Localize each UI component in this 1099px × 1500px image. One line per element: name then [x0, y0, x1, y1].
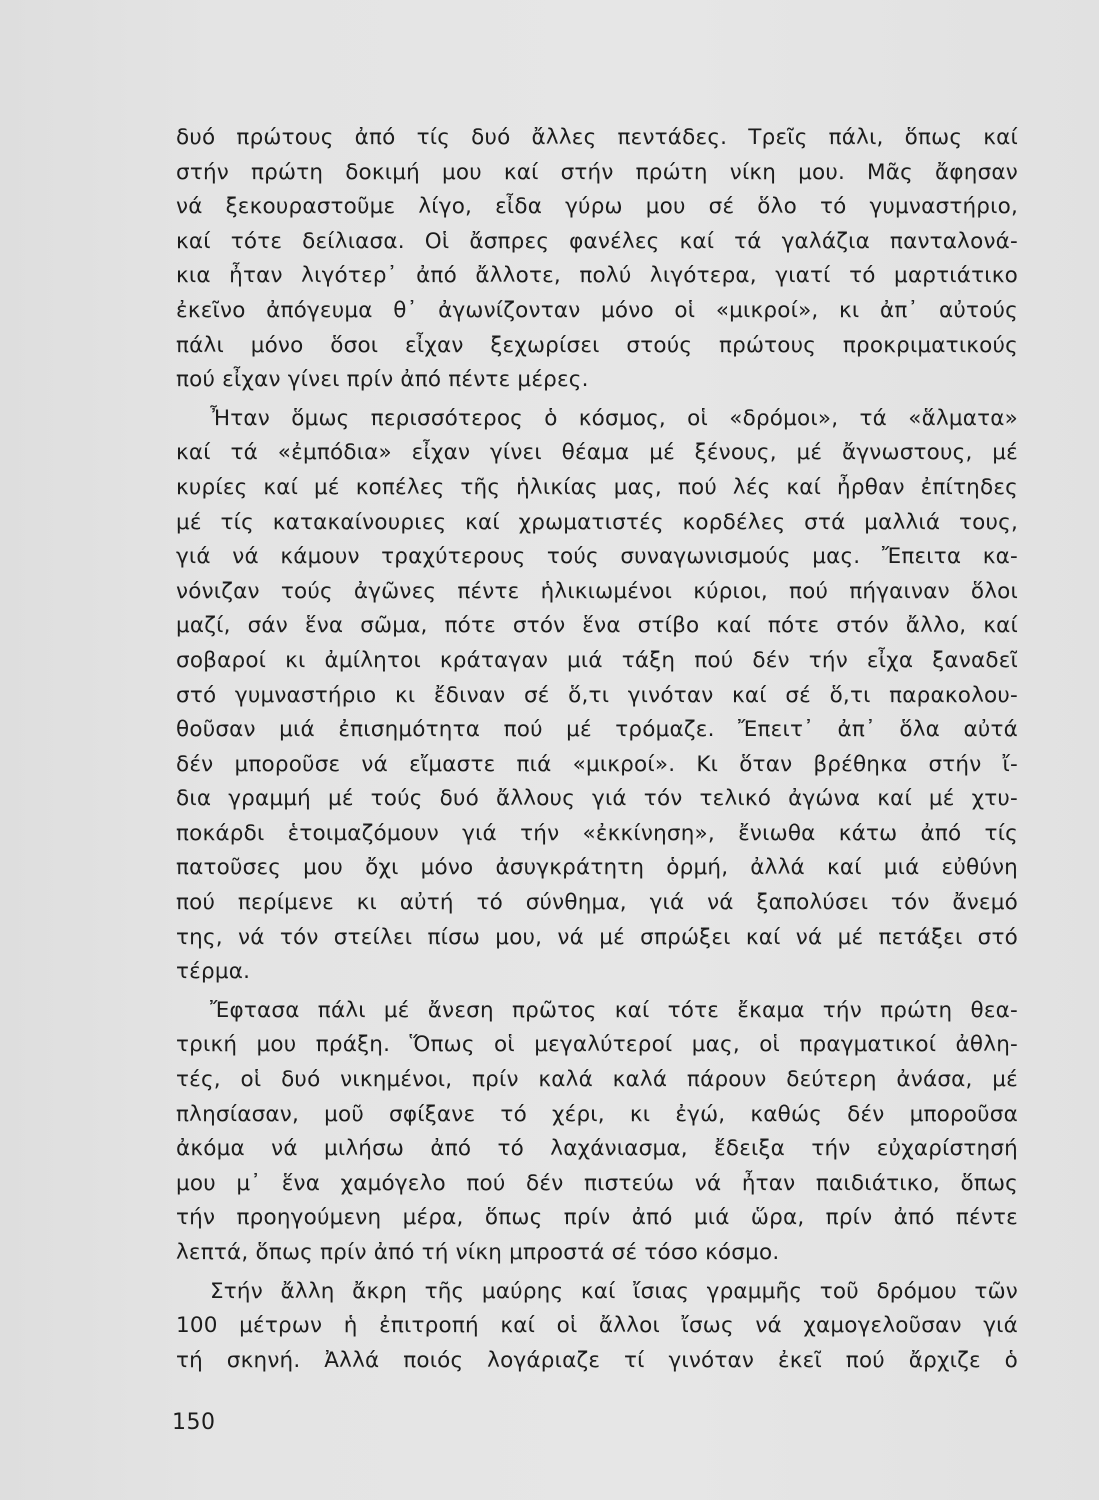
paragraph: [176, 994, 1018, 1271]
text-line: Ἦταν ὅμως περισσότερος ὁ κόσμος, οἱ «δρόμοι», τά «ἅλματα»: [210, 405, 1018, 431]
text-line: νά ξεκουραστοῦμε λίγο, εἶδα γύρω μου σέ ὅλο τό γυμναστήριο,: [176, 194, 1018, 220]
page-number: 150: [172, 1410, 216, 1435]
text-line: πού εἶχαν γίνει πρίν ἀπό πέντε μέρες.: [176, 367, 589, 393]
text-line: καί τά «ἐμπόδια» εἶχαν γίνει θέαμα μέ ξένους, μέ ἄγνωστους, μέ: [176, 440, 1018, 466]
text-line: δια γραμμή μέ τούς δυό ἄλλους γιά τόν τελικό ἀγώνα καί μέ χτυ-: [176, 786, 1018, 812]
text-line: πλησίασαν, μοῦ σφίξανε τό χέρι, κι ἐγώ, καθώς δέν μποροῦσα: [176, 1101, 1018, 1127]
text-line: πατοῦσες μου ὄχι μόνο ἀσυγκράτητη ὁρμή, ἀλλά καί μιά εὐθύνη: [176, 855, 1018, 881]
text-line: πού περίμενε κι αὐτή τό σύνθημα, γιά νά ξαπολύσει τόν ἄνεμό: [176, 890, 1018, 916]
text-line: ποκάρδι ἑτοιμαζόμουν γιά τήν «ἐκκίνηση», ἔνιωθα κάτω ἀπό τίς: [176, 820, 1018, 846]
text-line: κυρίες καί μέ κοπέλες τῆς ἡλικίας μας, πού λές καί ἦρθαν ἐπίτηδες: [176, 474, 1018, 500]
text-line: μαζί, σάν ἕνα σῶμα, πότε στόν ἕνα στίβο καί πότε στόν ἄλλο, καί: [176, 613, 1018, 639]
paragraph: [176, 121, 1018, 398]
text-line: στήν πρώτη δοκιμή μου καί στήν πρώτη νίκη μου. Μᾶς ἄφησαν: [176, 159, 1018, 185]
paragraph: [176, 1275, 1018, 1379]
text-line: της, νά τόν στείλει πίσω μου, νά μέ σπρώξει καί νά μέ πετάξει στό: [176, 924, 1018, 950]
text-line: τές, οἱ δυό νικημένοι, πρίν καλά καλά πάρουν δεύτερη ἀνάσα, μέ: [176, 1067, 1018, 1093]
text-line: δυό πρώτους ἀπό τίς δυό ἄλλες πεντάδες. Τρεῖς πάλι, ὅπως καί: [176, 125, 1018, 150]
text-line: Ἔφτασα πάλι μέ ἄνεση πρῶτος καί τότε ἔκαμα τήν πρώτη θεα-: [210, 997, 1018, 1023]
text-line: στό γυμναστήριο κι ἔδιναν σέ ὅ,τι γινόταν καί σέ ὅ,τι παρακολου-: [176, 682, 1018, 708]
text-line: ἀκόμα νά μιλήσω ἀπό τό λαχάνιασμα, ἔδειξα τήν εὐχαρίστησή: [176, 1136, 1018, 1162]
text-line: σοβαροί κι ἀμίλητοι κράταγαν μιά τάξη πού δέν τήν εἶχα ξαναδεῖ: [176, 647, 1018, 673]
body-text: [176, 121, 1018, 1378]
text-line: καί τότε δείλιασα. Οἱ ἄσπρες φανέλες καί τά γαλάζια πανταλονά-: [176, 228, 1018, 254]
text-line: ἐκεῖνο ἀπόγευμα θ᾿ ἀγωνίζονταν μόνο οἱ «μικροί», κι ἀπ᾿ αὐτούς: [176, 297, 1018, 323]
text-line: τή σκηνή. Ἀλλά ποιός λογάριαζε τί γινόταν ἐκεῖ πού ἄρχιζε ὁ: [176, 1347, 1018, 1373]
text-line: τέρμα.: [176, 959, 251, 985]
text-line: Στήν ἄλλη ἄκρη τῆς μαύρης καί ἴσιας γραμμῆς τοῦ δρόμου τῶν: [210, 1278, 1018, 1304]
text-line: θοῦσαν μιά ἐπισημότητα πού μέ τρόμαζε. Ἔπειτ᾿ ἀπ᾿ ὅλα αὐτά: [176, 717, 1018, 743]
text-line: δέν μποροῦσε νά εἴμαστε πιά «μικροί». Κι ὅταν βρέθηκα στήν ἴ-: [176, 751, 1018, 777]
text-line: γιά νά κάμουν τραχύτερους τούς συναγωνισμούς μας. Ἔπειτα κα-: [176, 544, 1018, 570]
text-line: 100 μέτρων ἡ ἐπιτροπή καί οἱ ἄλλοι ἴσως νά χαμογελοῦσαν γιά: [176, 1313, 1018, 1339]
text-line: λεπτά, ὅπως πρίν ἀπό τή νίκη μπροστά σέ τόσο κόσμο.: [176, 1240, 780, 1265]
text-line: τρική μου πράξη. Ὅπως οἱ μεγαλύτεροί μας, οἱ πραγματικοί ἀθλη-: [176, 1032, 1018, 1058]
paragraph: [176, 402, 1018, 990]
text-line: πάλι μόνο ὅσοι εἶχαν ξεχωρίσει στούς πρώτους προκριματικούς: [176, 332, 1018, 358]
text-line: κια ἦταν λιγότερ᾿ ἀπό ἄλλοτε, πολύ λιγότερα, γιατί τό μαρτιάτικο: [176, 263, 1018, 289]
text-line: νόνιζαν τούς ἀγῶνες πέντε ἡλικιωμένοι κύριοι, πού πήγαιναν ὅλοι: [176, 578, 1018, 604]
text-line: τήν προηγούμενη μέρα, ὅπως πρίν ἀπό μιά ὥρα, πρίν ἀπό πέντε: [176, 1205, 1018, 1231]
text-line: μου μ᾿ ἕνα χαμόγελο πού δέν πιστεύω νά ἦταν παιδιάτικο, ὅπως: [176, 1170, 1018, 1196]
text-line: μέ τίς κατακαίνουριες καί χρωματιστές κορδέλες στά μαλλιά τους,: [176, 509, 1018, 535]
